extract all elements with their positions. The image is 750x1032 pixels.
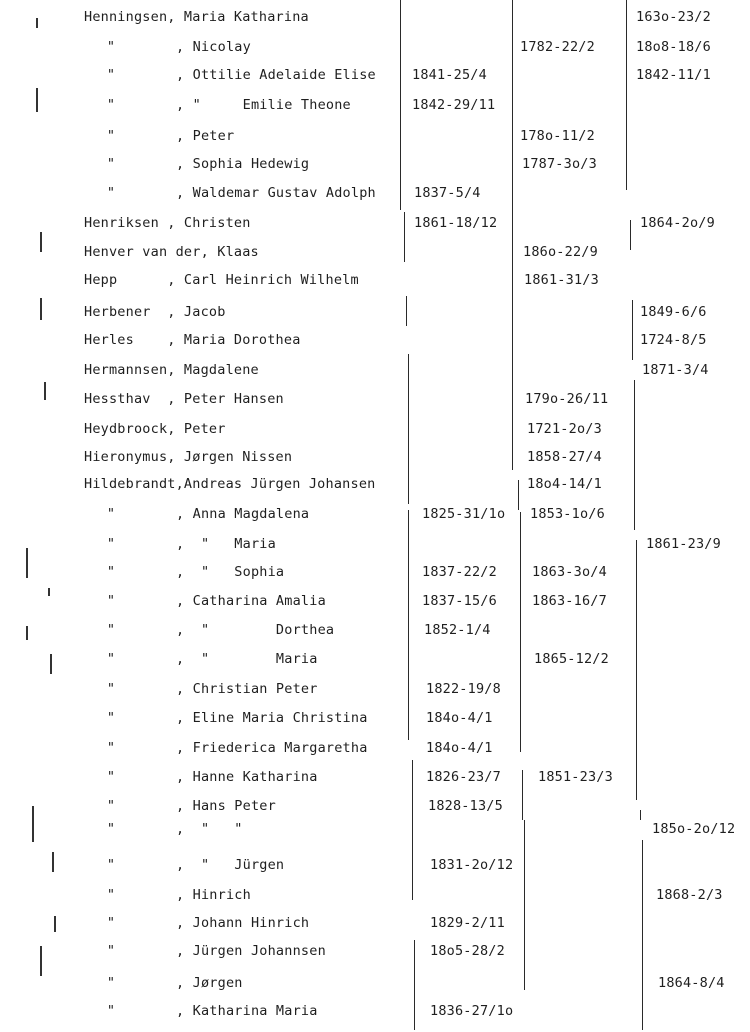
ditto-mark: ": [106, 185, 116, 201]
ledger-row: [0, 650, 750, 672]
surname-text: Hessthav , Peter Hansen: [84, 391, 284, 407]
ditto-mark: ": [106, 593, 116, 609]
ledger-row: [0, 390, 750, 412]
ditto-mark: ": [106, 39, 116, 55]
ditto-mark: ": [106, 156, 116, 172]
ledger-row: [0, 942, 750, 964]
given-names: , Hans Peter: [176, 798, 276, 814]
date-column-3: 163o-23/2: [636, 9, 711, 25]
ledger-row: [0, 303, 750, 325]
ledger-row: [0, 1002, 750, 1024]
ditto-mark: ": [106, 821, 116, 837]
ledger-row: [0, 361, 750, 383]
ledger-row: [0, 271, 750, 293]
surname-text: Hermannsen, Magdalene: [84, 362, 259, 378]
date-column-3: 185o-2o/12: [652, 821, 736, 837]
date-column-1: 1825-31/1o: [422, 506, 506, 522]
ditto-mark: ": [106, 564, 116, 580]
given-names: , " Dorthea: [176, 622, 335, 638]
date-column-2: 178o-11/2: [520, 128, 595, 144]
ledger-row: [0, 856, 750, 878]
ledger-row: [0, 475, 750, 497]
surname-text: Heydbroock, Peter: [84, 421, 226, 437]
given-names: , Nicolay: [176, 39, 251, 55]
date-column-2: 1787-3o/3: [522, 156, 597, 172]
surname-text: Hildebrandt,Andreas Jürgen Johansen: [84, 476, 376, 492]
ledger-row: [0, 127, 750, 149]
ledger-row: [0, 974, 750, 996]
ledger-row: [0, 505, 750, 527]
ditto-mark: ": [106, 681, 116, 697]
date-column-3: 1864-8/4: [658, 975, 725, 991]
given-names: , Catharina Amalia: [176, 593, 326, 609]
surname-text: Henningsen, Maria Katharina: [84, 9, 309, 25]
ledger-row: [0, 680, 750, 702]
date-column-1: 1837-5/4: [414, 185, 481, 201]
given-names: , " Maria: [176, 651, 318, 667]
ledger-row: [0, 155, 750, 177]
given-names: , Christian Peter: [176, 681, 318, 697]
date-column-3: 1849-6/6: [640, 304, 707, 320]
ditto-mark: ": [106, 506, 116, 522]
ditto-mark: ": [106, 975, 116, 991]
ledger-row: [0, 66, 750, 88]
date-column-3: 18o8-18/6: [636, 39, 711, 55]
date-column-1: 1852-1/4: [424, 622, 491, 638]
given-names: , " Emilie Theone: [176, 97, 351, 113]
date-column-1: 184o-4/1: [426, 740, 493, 756]
ledger-row: [0, 214, 750, 236]
ledger-row: [0, 8, 750, 30]
given-names: , " ": [176, 821, 243, 837]
surname-text: Herbener , Jacob: [84, 304, 226, 320]
date-column-3: 1871-3/4: [642, 362, 709, 378]
ledger-row: [0, 38, 750, 60]
date-column-3: 1868-2/3: [656, 887, 723, 903]
ditto-mark: ": [106, 769, 116, 785]
date-column-2: 1858-27/4: [527, 449, 602, 465]
given-names: , Johann Hinrich: [176, 915, 310, 931]
date-column-1: 1841-25/4: [412, 67, 487, 83]
ledger-row: [0, 184, 750, 206]
surname-text: Hieronymus, Jørgen Nissen: [84, 449, 293, 465]
given-names: , Sophia Hedewig: [176, 156, 310, 172]
given-names: , Katharina Maria: [176, 1003, 318, 1019]
ditto-mark: ": [106, 536, 116, 552]
surname-text: Hepp , Carl Heinrich Wilhelm: [84, 272, 359, 288]
given-names: , " Jürgen: [176, 857, 285, 873]
date-column-2: 179o-26/11: [525, 391, 609, 407]
ditto-mark: ": [106, 97, 116, 113]
ledger-row: [0, 96, 750, 118]
date-column-3: 1842-11/1: [636, 67, 711, 83]
date-column-3: 1724-8/5: [640, 332, 707, 348]
date-column-3: 1861-23/9: [646, 536, 721, 552]
ledger-row: [0, 563, 750, 585]
ledger-row: [0, 886, 750, 908]
ledger-row: [0, 739, 750, 761]
surname-text: Herles , Maria Dorothea: [84, 332, 301, 348]
given-names: , Peter: [176, 128, 235, 144]
ledger-row: [0, 535, 750, 557]
given-names: , Jørgen: [176, 975, 243, 991]
given-names: , Friederica Margaretha: [176, 740, 368, 756]
date-column-2: 1861-31/3: [524, 272, 599, 288]
given-names: , " Maria: [176, 536, 276, 552]
ledger-row: [0, 797, 750, 819]
ditto-mark: ": [106, 887, 116, 903]
ditto-mark: ": [106, 710, 116, 726]
ledger-row: [0, 420, 750, 442]
date-column-1: 1861-18/12: [414, 215, 498, 231]
date-column-3: 1864-2o/9: [640, 215, 715, 231]
ledger-row: [0, 448, 750, 470]
ledger-row: [0, 914, 750, 936]
ditto-mark: ": [106, 622, 116, 638]
ditto-mark: ": [106, 798, 116, 814]
ledger-row: [0, 331, 750, 353]
ditto-mark: ": [106, 651, 116, 667]
given-names: , Anna Magdalena: [176, 506, 310, 522]
date-column-1: 1836-27/1o: [430, 1003, 514, 1019]
surname-text: Henriksen , Christen: [84, 215, 251, 231]
date-column-2: 1865-12/2: [534, 651, 609, 667]
date-column-1: 1837-22/2: [422, 564, 497, 580]
given-names: , Hanne Katharina: [176, 769, 318, 785]
ditto-mark: ": [106, 67, 116, 83]
date-column-2: 18o4-14/1: [527, 476, 602, 492]
date-column-1: 1822-19/8: [426, 681, 501, 697]
ledger-row: [0, 768, 750, 790]
date-column-1: 18o5-28/2: [430, 943, 505, 959]
date-column-2: 186o-22/9: [523, 244, 598, 260]
ditto-mark: ": [106, 128, 116, 144]
date-column-2: 1863-16/7: [532, 593, 607, 609]
ditto-mark: ": [106, 1003, 116, 1019]
date-column-1: 1829-2/11: [430, 915, 505, 931]
date-column-1: 1826-23/7: [426, 769, 501, 785]
ditto-mark: ": [106, 740, 116, 756]
date-column-2: 1851-23/3: [538, 769, 613, 785]
given-names: , Jürgen Johannsen: [176, 943, 326, 959]
given-names: , " Sophia: [176, 564, 285, 580]
ledger-row: [0, 820, 750, 842]
ledger-row: [0, 621, 750, 643]
ditto-mark: ": [106, 857, 116, 873]
date-column-1: 1828-13/5: [428, 798, 503, 814]
date-column-1: 1842-29/11: [412, 97, 496, 113]
given-names: , Ottilie Adelaide Elise: [176, 67, 376, 83]
date-column-1: 1831-2o/12: [430, 857, 514, 873]
date-column-2: 1863-3o/4: [532, 564, 607, 580]
date-column-2: 1721-2o/3: [527, 421, 602, 437]
date-column-2: 1782-22/2: [520, 39, 595, 55]
date-column-1: 184o-4/1: [426, 710, 493, 726]
date-column-2: 1853-1o/6: [530, 506, 605, 522]
ledger-row: [0, 709, 750, 731]
given-names: , Waldemar Gustav Adolph: [176, 185, 376, 201]
ditto-mark: ": [106, 943, 116, 959]
surname-text: Henver van der, Klaas: [84, 244, 259, 260]
ditto-mark: ": [106, 915, 116, 931]
date-column-1: 1837-15/6: [422, 593, 497, 609]
given-names: , Hinrich: [176, 887, 251, 903]
ledger-row: [0, 243, 750, 265]
ledger-row: [0, 592, 750, 614]
given-names: , Eline Maria Christina: [176, 710, 368, 726]
